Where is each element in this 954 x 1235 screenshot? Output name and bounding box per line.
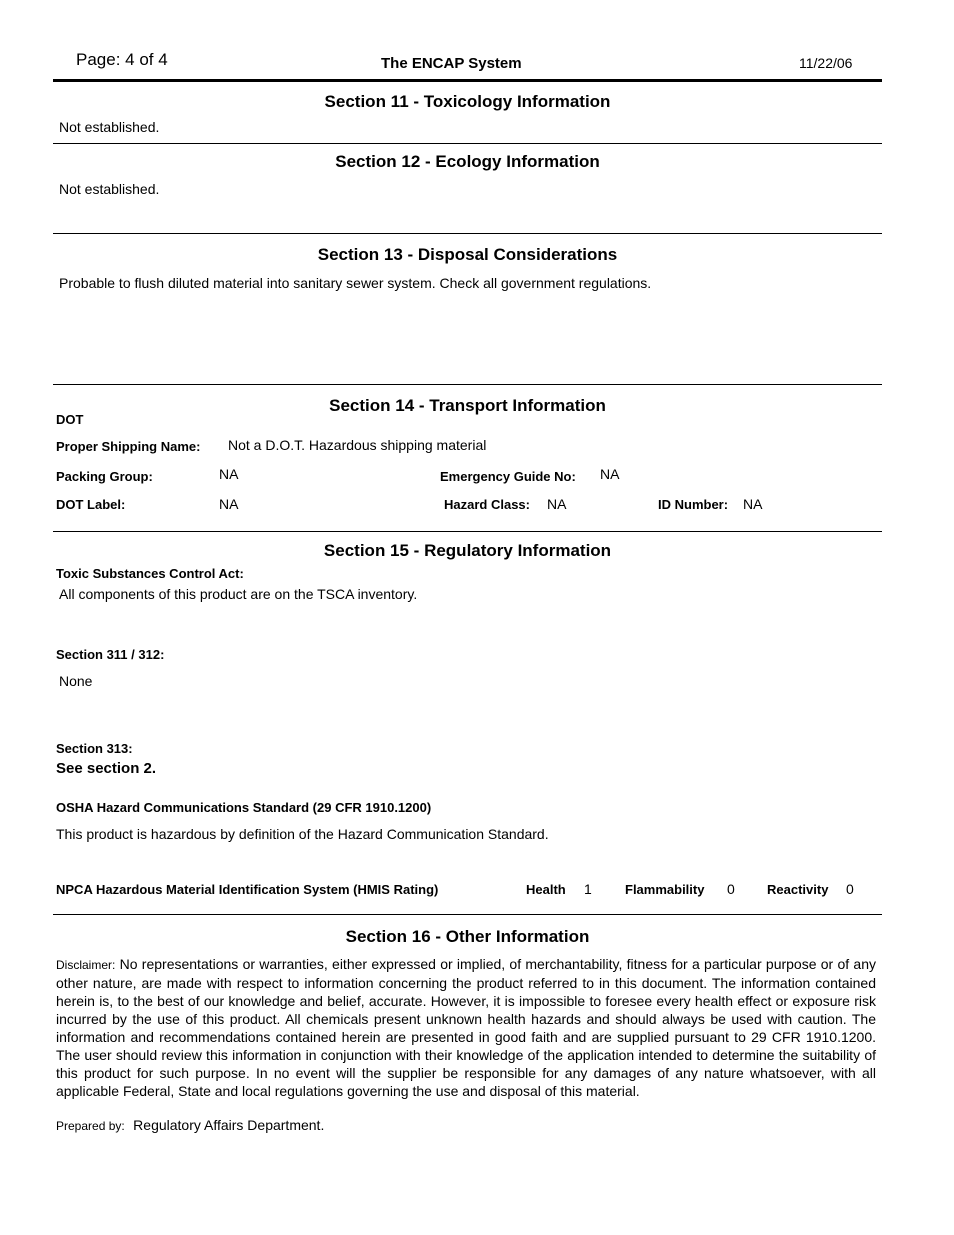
dot-heading: DOT bbox=[56, 412, 84, 427]
header-divider bbox=[53, 79, 882, 82]
dot-label-value: NA bbox=[219, 496, 239, 512]
document-date: 11/22/06 bbox=[799, 55, 853, 71]
hazard-class-label: Hazard Class: bbox=[444, 497, 530, 512]
id-number-label: ID Number: bbox=[658, 497, 729, 512]
flammability-value: 0 bbox=[727, 881, 735, 897]
section-12-title: Section 12 - Ecology Information bbox=[335, 152, 600, 171]
section-divider bbox=[53, 384, 882, 385]
tsca-text: All components of this product are on the TSCA inventory. bbox=[59, 586, 418, 602]
section-16-title: Section 16 - Other Information bbox=[345, 927, 590, 946]
section-divider bbox=[53, 143, 882, 144]
prepared-by-value: Regulatory Affairs Department. bbox=[133, 1117, 325, 1133]
section-11-title: Section 11 - Toxicology Information bbox=[324, 92, 611, 111]
id-number-value: NA bbox=[743, 496, 763, 512]
reactivity-label: Reactivity bbox=[767, 882, 829, 897]
page-number: Page: 4 of 4 bbox=[76, 50, 168, 69]
dot-label-label: DOT Label: bbox=[56, 497, 126, 512]
hazard-class-value: NA bbox=[547, 496, 567, 512]
section-11-text: Not established. bbox=[59, 119, 160, 135]
osha-label: OSHA Hazard Communications Standard (29 CFR 1910.1200) bbox=[56, 800, 432, 815]
disclaimer-text: No representations or warranties, either expressed or implied, of merchantability, fitness for a particular purpose or of any other nature, are made with respect to information concerning the product referred to in this document. The information contained herein is, to the best of our knowledge and belief, accurate. However, it is impossible to foresee every health effect or exposure risk incurred by the use of this product. All chemicals present unknown health hazards and should always be used with caution. The information and recommendations contained herein are presented in good faith and are supplied pursuant to 29 CFR 1910.1200. The user should review this information in conjunction with their knowledge of the application intended to determine the suitability of this product for such purpose. In no event will the supplier be responsible for any damages of any nature whatsoever, with all applicable Federal, State and local regulations governing the use and disposal of this material. bbox=[56, 956, 877, 1099]
section-divider bbox=[53, 531, 882, 532]
packing-group-value: NA bbox=[219, 466, 239, 482]
emergency-guide-label: Emergency Guide No: bbox=[440, 469, 576, 484]
section-divider bbox=[53, 914, 882, 915]
disclaimer-block bbox=[56, 955, 876, 1100]
hmis-label: NPCA Hazardous Material Identification System (HMIS Rating) bbox=[56, 882, 439, 897]
packing-group-label: Packing Group: bbox=[56, 469, 153, 484]
flammability-label: Flammability bbox=[625, 882, 705, 897]
section-12-text: Not established. bbox=[59, 181, 160, 197]
shipping-name-value: Not a D.O.T. Hazardous shipping material bbox=[228, 437, 487, 453]
section-311-label: Section 311 / 312: bbox=[56, 647, 165, 662]
tsca-label: Toxic Substances Control Act: bbox=[56, 566, 244, 581]
emergency-guide-value: NA bbox=[600, 466, 620, 482]
disclaimer-label: Disclaimer: bbox=[56, 958, 116, 972]
section-313-text: See section 2. bbox=[56, 760, 157, 777]
health-value: 1 bbox=[584, 881, 592, 897]
section-13-text: Probable to flush diluted material into sanitary sewer system. Check all government regulations. bbox=[59, 275, 652, 291]
section-14-title: Section 14 - Transport Information bbox=[329, 396, 606, 415]
prepared-by-label: Prepared by: bbox=[56, 1119, 125, 1133]
section-313-label: Section 313: bbox=[56, 741, 133, 756]
section-15-title: Section 15 - Regulatory Information bbox=[323, 541, 612, 560]
document-title: The ENCAP System bbox=[381, 55, 522, 72]
section-divider bbox=[53, 233, 882, 234]
section-311-text: None bbox=[59, 673, 93, 689]
health-label: Health bbox=[526, 882, 566, 897]
osha-text: This product is hazardous by definition of the Hazard Communication Standard. bbox=[56, 826, 549, 842]
shipping-name-label: Proper Shipping Name: bbox=[56, 439, 201, 454]
section-13-title: Section 13 - Disposal Considerations bbox=[317, 245, 618, 264]
prepared-by bbox=[56, 1117, 324, 1135]
reactivity-value: 0 bbox=[846, 881, 854, 897]
